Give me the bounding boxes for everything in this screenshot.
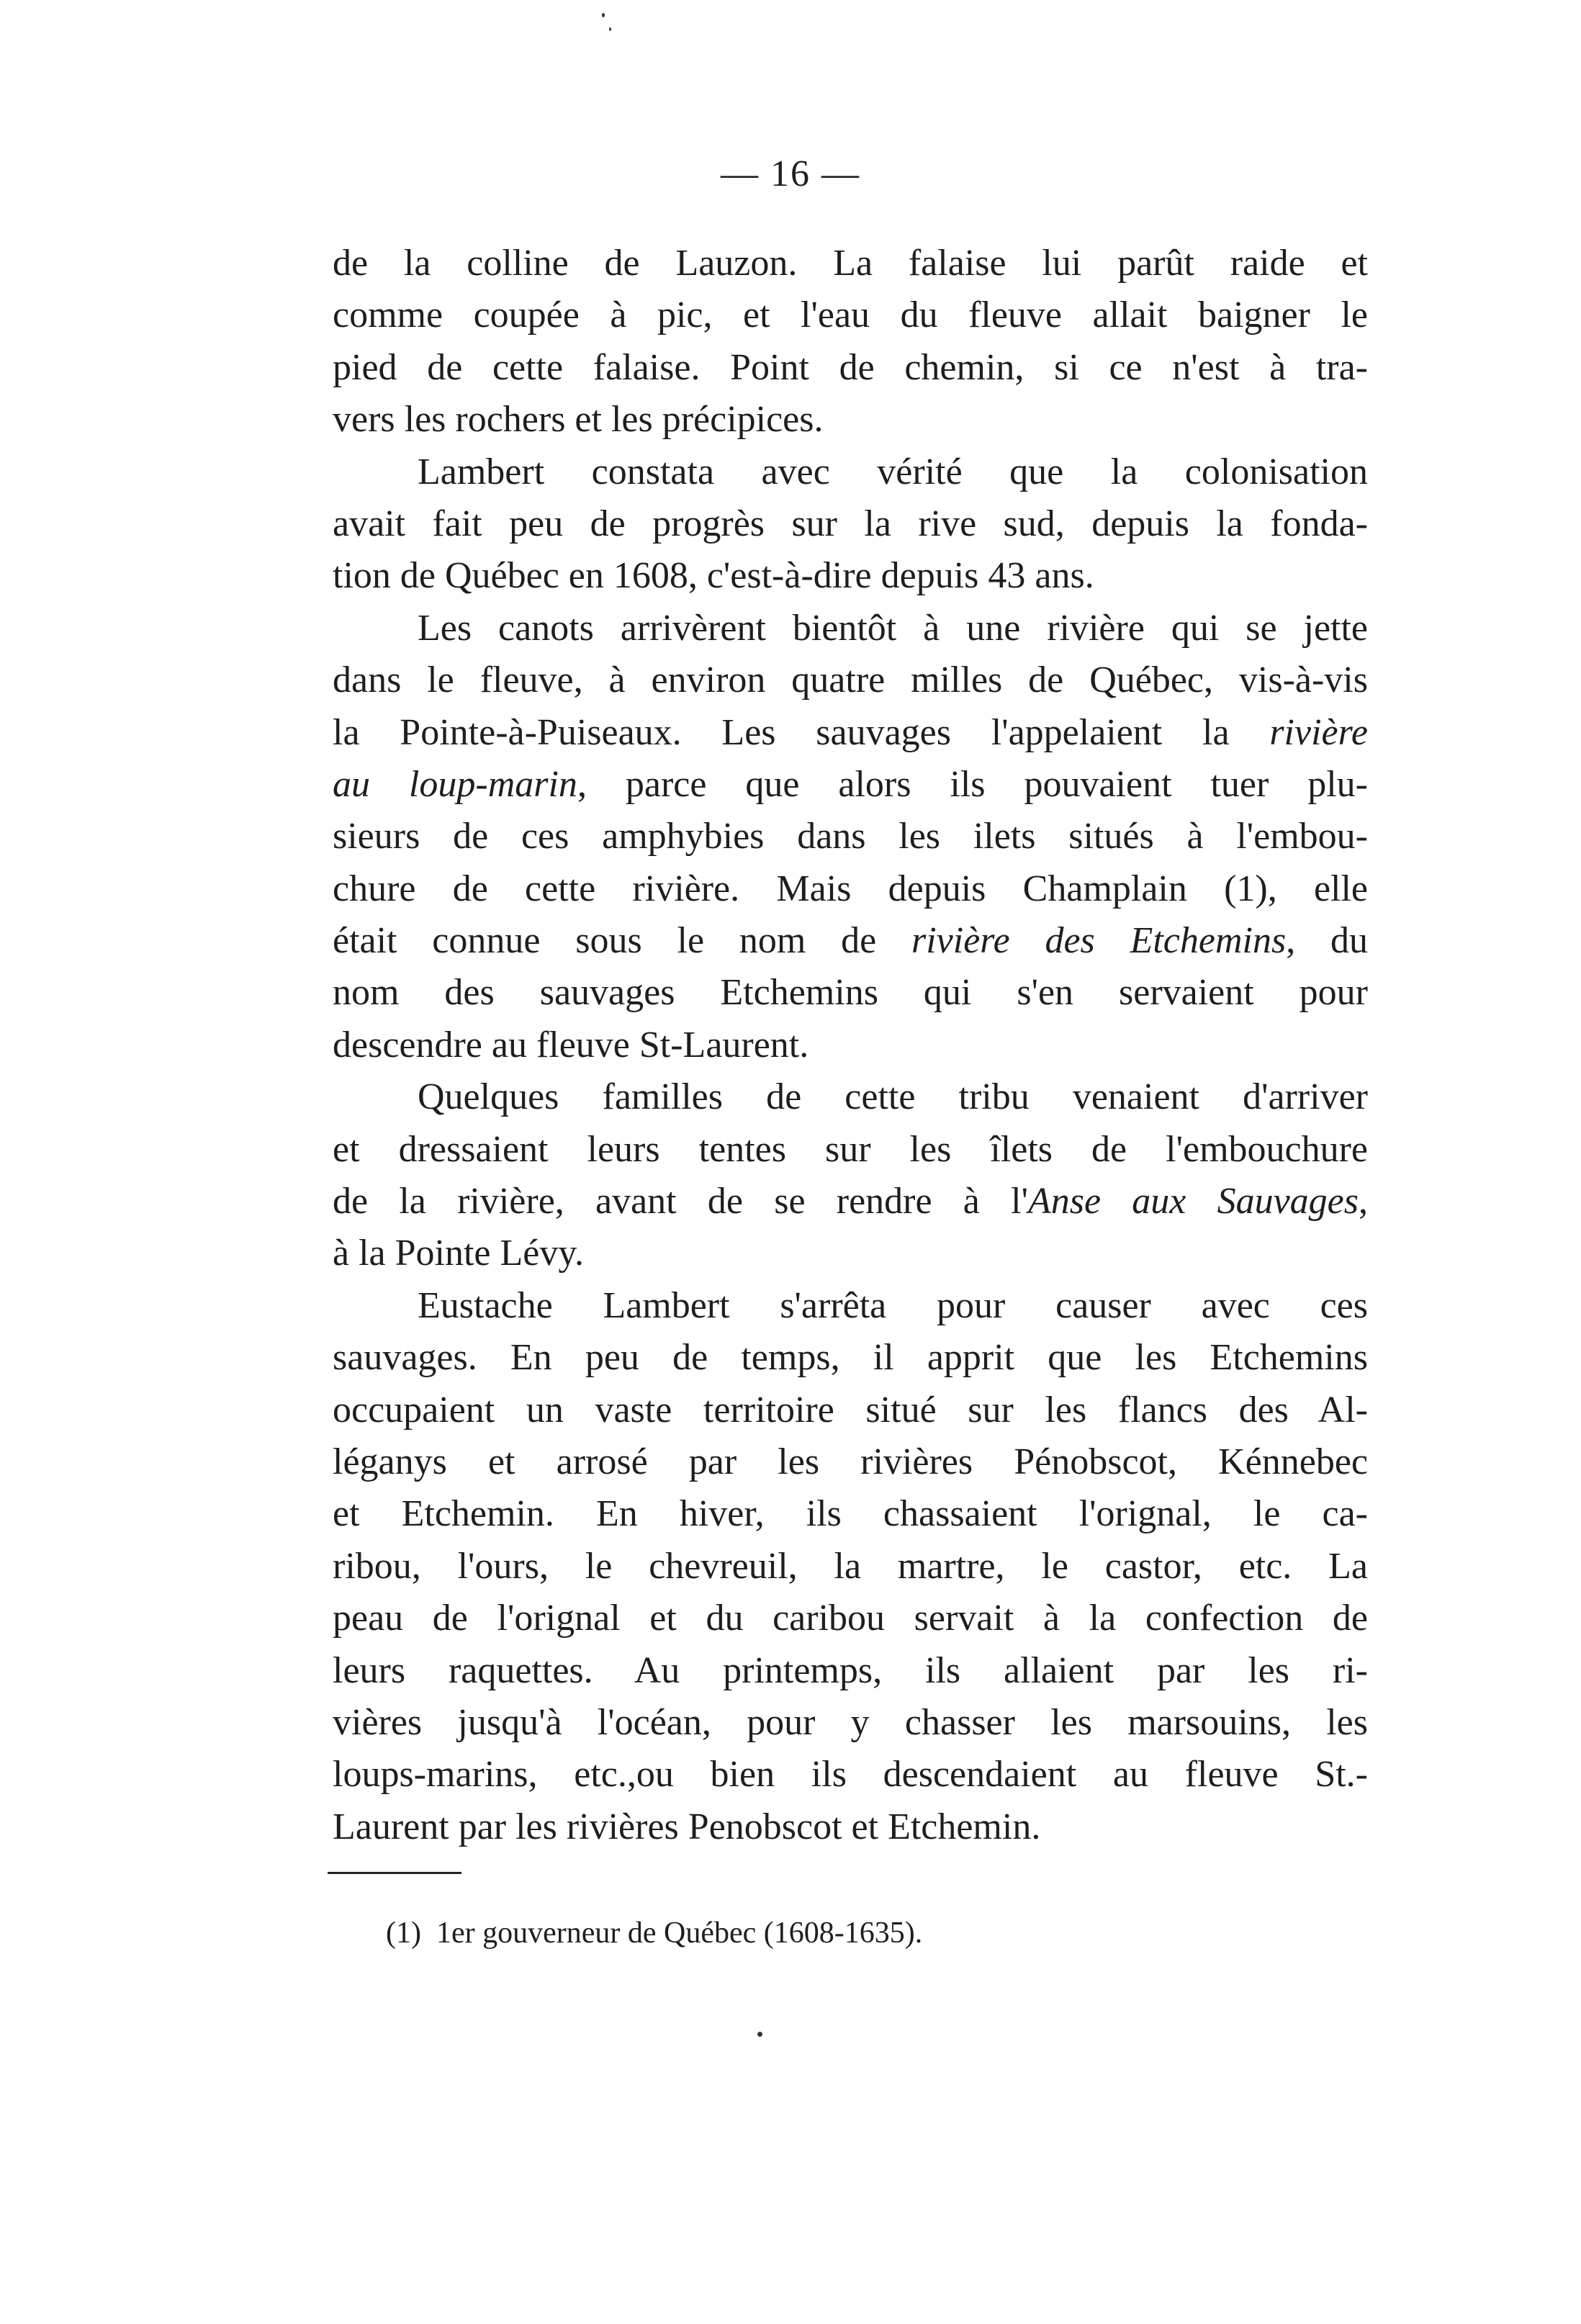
text-run: occupaient un vaste territoire situé sur les flancs des Al-	[333, 1389, 1368, 1431]
text-line	[333, 654, 1368, 706]
text-line	[333, 1071, 1368, 1123]
text-run: Eustache Lambert s'arrêta pour causer avec ces	[418, 1284, 1368, 1326]
text-run: de la colline de Lauzon. La falaise lui parût raide et	[333, 243, 1368, 284]
text-run: et Etchemin. En hiver, ils chassaient l'orignal, le ca-	[333, 1493, 1368, 1535]
text-run: avait fait peu de progrès sur la rive sud, depuis la fonda-	[333, 503, 1368, 544]
text-run: loups-marins, etc.,ou bien ils descendaient au fleuve St.-	[333, 1754, 1368, 1796]
ink-speck	[757, 2032, 762, 2037]
page-number: — 16 —	[721, 153, 860, 194]
text-line	[333, 1124, 1368, 1176]
text-line	[333, 1280, 1368, 1332]
text-line	[333, 1697, 1368, 1749]
text-line	[333, 394, 1368, 446]
text-line	[333, 1436, 1368, 1488]
text-line	[333, 1228, 1368, 1279]
text-run: comme coupée à pic, et l'eau du fleuve allait baigner le	[333, 294, 1368, 336]
text-run: dans le fleuve, à environ quatre milles de Québec, vis-à-vis	[333, 659, 1368, 701]
italic-text: rivière des Etchemins	[911, 920, 1287, 962]
text-run: ,	[1359, 1181, 1368, 1222]
text-run: Quelques familles de cette tribu venaient d'arriver	[418, 1076, 1368, 1118]
text-run: Laurent par les rivières Penobscot et Etchemin.	[333, 1806, 1041, 1847]
text-run: sieurs de ces amphybies dans les ilets situés à l'embou-	[333, 816, 1368, 857]
text-line	[333, 1488, 1368, 1540]
ink-speck	[609, 27, 611, 31]
text-line	[333, 967, 1368, 1019]
text-run: ribou, l'ours, le chevreuil, la martre, le castor, etc. La	[333, 1545, 1368, 1587]
text-run: Les canots arrivèrent bientôt à une rivière qui se jette	[418, 607, 1368, 649]
text-line	[333, 1541, 1368, 1593]
text-run: nom des sauvages Etchemins qui s'en servaient pour	[333, 972, 1368, 1014]
text-run: chure de cette rivière. Mais depuis Champlain (1), elle	[333, 868, 1368, 909]
text-line	[333, 1019, 1368, 1071]
text-run: était connue sous le nom de	[333, 920, 911, 962]
text-run: de la rivière, avant de se rendre à l'	[333, 1181, 1028, 1222]
italic-text: rivière	[1269, 711, 1368, 753]
text-line	[333, 1749, 1368, 1801]
text-run: léganys et arrosé par les rivières Pénobscot, Kénnebec	[333, 1441, 1368, 1482]
text-line	[333, 759, 1368, 811]
text-run: à la Pointe Lévy.	[333, 1233, 584, 1274]
text-line	[333, 289, 1368, 341]
text-line	[333, 863, 1368, 915]
text-run: vières jusqu'à l'océan, pour y chasser les marsouins, les	[333, 1701, 1368, 1743]
text-run: et dressaient leurs tentes sur les îlets de l'embouchure	[333, 1128, 1368, 1170]
italic-text: Anse aux Sauvages	[1027, 1181, 1359, 1222]
text-line	[333, 1645, 1368, 1697]
text-line	[333, 498, 1368, 550]
text-run: sauvages. En peu de temps, il apprit que les Etchemins	[333, 1337, 1368, 1379]
text-line	[333, 1384, 1368, 1436]
text-line	[333, 342, 1368, 394]
text-run: la Pointe-à-Puiseaux. Les sauvages l'appelaient la	[333, 711, 1270, 753]
text-run: Lambert constata avec vérité que la colonisation	[418, 451, 1368, 492]
ink-speck	[602, 13, 605, 17]
footnote-divider	[328, 1872, 461, 1874]
footnote-text: 1er gouverneur de Québec (1608-1635).	[436, 1917, 923, 1950]
text-line	[333, 446, 1368, 498]
body-text	[333, 238, 1368, 1853]
text-line	[333, 550, 1368, 602]
footnote	[386, 1911, 922, 1955]
text-line	[333, 915, 1368, 967]
text-line	[333, 238, 1368, 289]
text-run: descendre au fleuve St-Laurent.	[333, 1024, 809, 1066]
text-line	[333, 1176, 1368, 1228]
text-line	[333, 707, 1368, 759]
footnote-marker: (1)	[386, 1917, 421, 1950]
text-run: vers les rochers et les précipices.	[333, 399, 824, 441]
text-run: , du	[1286, 920, 1368, 962]
text-run: leurs raquettes. Au printemps, ils allaient par les ri-	[333, 1649, 1368, 1691]
text-line	[333, 1332, 1368, 1384]
text-line	[333, 1801, 1368, 1853]
text-line	[333, 603, 1368, 654]
text-run: , parce que alors ils pouvaient tuer plu-	[577, 763, 1368, 805]
italic-text: au loup-marin	[333, 763, 577, 805]
text-line	[333, 811, 1368, 863]
text-run: tion de Québec en 1608, c'est-à-dire depuis 43 ans.	[333, 555, 1094, 597]
text-line	[333, 1593, 1368, 1644]
text-run: peau de l'orignal et du caribou servait à la confection de	[333, 1598, 1368, 1639]
text-run: pied de cette falaise. Point de chemin, si ce n'est à tra-	[333, 346, 1368, 388]
